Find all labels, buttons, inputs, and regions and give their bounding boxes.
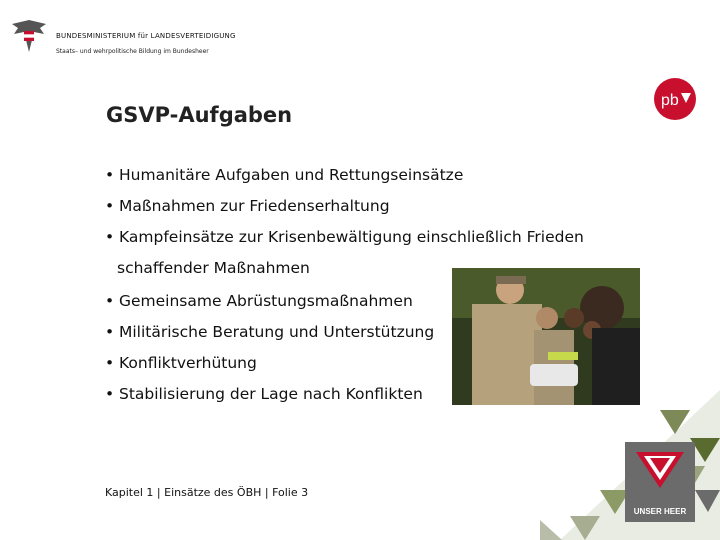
bullet-item: • Gemeinsame Abrüstungsmaßnahmen [105, 292, 413, 310]
ministry-name: BUNDESMINISTERIUM für LANDESVERTEIDIGUNG [56, 32, 236, 40]
bullet-item: • Humanitäre Aufgaben und Rettungseinsätze [105, 166, 464, 184]
footer-text: Kapitel 1 | Einsätze des ÖBH | Folie 3 [105, 486, 309, 499]
unser-heer-corner [540, 390, 720, 540]
header-subline: Staats– und wehrpolitische Bildung im Bundesheer [56, 48, 209, 55]
eagle-emblem-icon [10, 18, 48, 56]
bullet-item: • Militärische Beratung und Unterstützung [105, 323, 435, 341]
bullet-item: • Kampfeinsätze zur Krisenbewältigung einschließlich Frieden schaffender Maßnahmen [105, 228, 584, 277]
unser-heer-text: UNSER HEER [633, 507, 687, 516]
pb-logo-text: pb [661, 92, 679, 109]
medical-aid-photo [452, 268, 640, 405]
slide-title: GSVP-Aufgaben [106, 103, 293, 127]
pb-logo-icon [652, 76, 698, 122]
bullet-item: • Maßnahmen zur Friedenserhaltung [105, 197, 390, 215]
bullet-item: • Konfliktverhütung [105, 354, 257, 372]
bullet-item: • Stabilisierung der Lage nach Konflikten [105, 385, 423, 403]
